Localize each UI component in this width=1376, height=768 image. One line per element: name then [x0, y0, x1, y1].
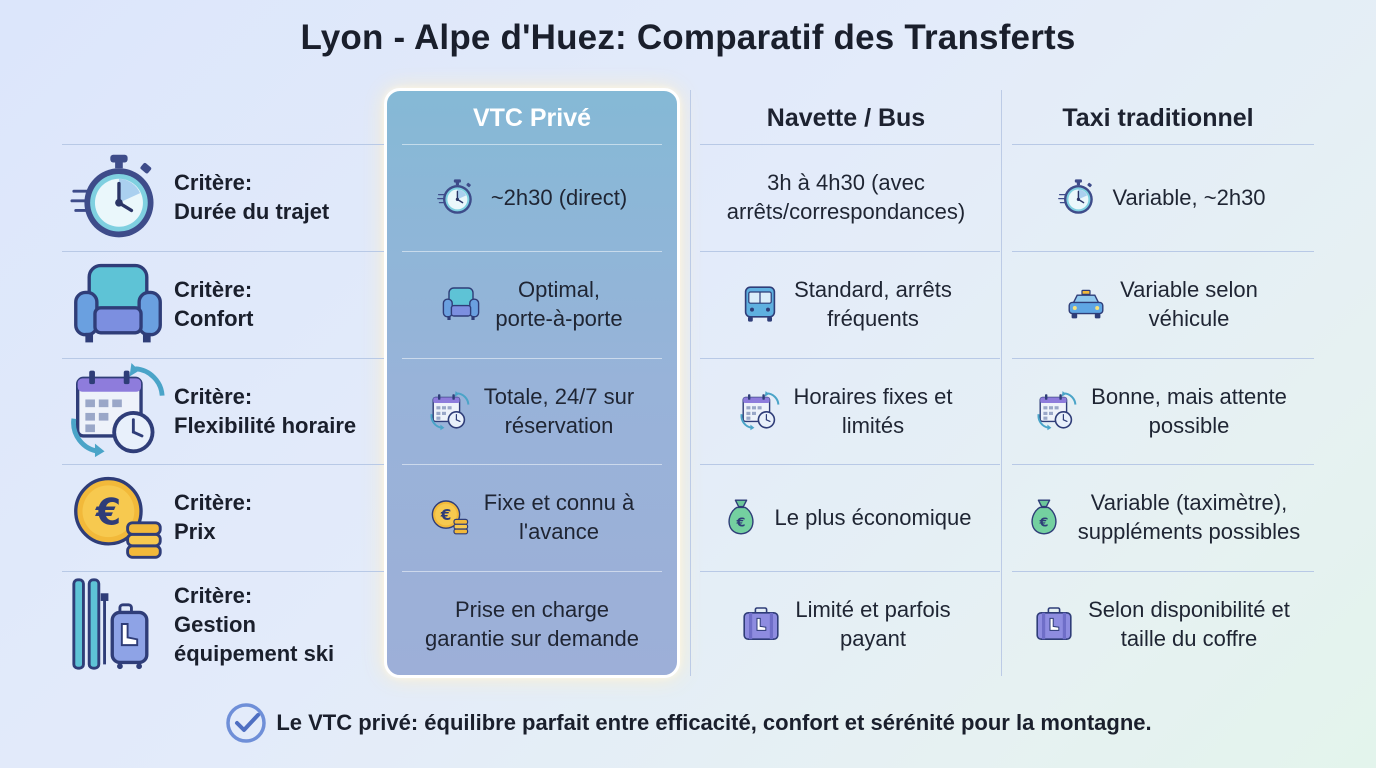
page-title: Lyon - Alpe d'Huez: Comparatif des Transferts — [300, 18, 1076, 57]
stopwatch-icon — [437, 177, 477, 217]
cell-taxi-text: Variable, ~2h30 — [1112, 184, 1266, 210]
criterion-cell — [62, 464, 382, 570]
bus-icon — [740, 284, 780, 324]
calendar-clock-icon — [740, 391, 780, 431]
cell-taxi — [1002, 464, 1322, 570]
cell-navette-text: Horaires fixes et limités — [793, 384, 953, 438]
criterion-label: Critère: Prix — [174, 490, 253, 544]
criterion-label: Critère: Gestion équipement ski — [174, 582, 335, 666]
money-bag-icon — [721, 497, 761, 537]
cell-navette-text: Standard, arrêts fréquents — [794, 277, 952, 331]
cell-vtc — [392, 464, 672, 570]
cell-vtc — [392, 358, 672, 464]
cell-vtc-text: Prise en charge garantie sur demande — [424, 597, 640, 651]
ski-bag-icon — [1034, 604, 1074, 644]
cell-navette-text: Limité et parfois payant — [795, 597, 951, 651]
ski-bag-icon — [741, 604, 781, 644]
cell-navette-text: Le plus économique — [774, 504, 972, 530]
cell-vtc-text: ~2h30 (direct) — [490, 184, 628, 210]
calendar-clock-icon — [70, 363, 166, 459]
svg-text:€: € — [95, 490, 122, 534]
cell-taxi-text: Variable (taximètre), suppléments possibles — [1077, 490, 1301, 544]
cell-navette-text: 3h à 4h30 (avec arrêts/correspondances) — [726, 170, 966, 224]
cell-navette — [690, 144, 1002, 250]
cell-vtc — [392, 144, 672, 250]
criterion-cell — [62, 251, 382, 357]
calendar-clock-icon — [1037, 391, 1077, 431]
criterion-cell — [62, 144, 382, 250]
stopwatch-icon — [70, 149, 166, 245]
cell-taxi-text: Variable selon véhicule — [1120, 277, 1258, 331]
cell-vtc-text: Optimal, porte-à-porte — [495, 277, 623, 331]
check-circle-icon — [224, 701, 268, 745]
armchair-icon — [70, 256, 166, 352]
criterion-label: Critère: Confort — [174, 277, 254, 331]
cell-taxi — [1002, 571, 1322, 677]
criterion-cell — [62, 358, 382, 464]
column-header-vtc: VTC Privé — [472, 104, 592, 132]
calendar-clock-icon — [430, 391, 470, 431]
euro-coins-icon — [70, 469, 166, 565]
cell-taxi — [1002, 251, 1322, 357]
cell-navette — [690, 358, 1002, 464]
stopwatch-icon — [1058, 177, 1098, 217]
cell-vtc — [392, 571, 672, 677]
column-header-taxi: Taxi traditionnel — [1062, 104, 1254, 132]
cell-vtc-text: Fixe et connu à l'avance — [483, 490, 635, 544]
footer-text: Le VTC privé: équilibre parfait entre efficacité, confort et sérénité pour la montagne. — [276, 710, 1152, 735]
taxi-icon — [1066, 284, 1106, 324]
footer-conclusion — [0, 700, 1376, 746]
ski-luggage-icon — [70, 576, 166, 672]
money-bag-icon — [1024, 497, 1064, 537]
cell-navette — [690, 571, 1002, 677]
svg-text:€: € — [736, 515, 745, 531]
cell-taxi-text: Selon disponibilité et taille du coffre — [1088, 597, 1290, 651]
svg-text:€: € — [440, 506, 452, 525]
armchair-icon — [441, 284, 481, 324]
criterion-cell — [62, 571, 382, 677]
cell-navette — [690, 251, 1002, 357]
cell-vtc — [392, 251, 672, 357]
cell-vtc-text: Totale, 24/7 sur réservation — [483, 384, 635, 438]
cell-navette — [690, 464, 1002, 570]
euro-coins-icon — [430, 497, 470, 537]
column-header-navette: Navette / Bus — [766, 104, 926, 132]
cell-taxi-text: Bonne, mais attente possible — [1091, 384, 1287, 438]
criterion-label: Critère: Flexibilité horaire — [174, 384, 357, 438]
cell-taxi — [1002, 358, 1322, 464]
svg-text:€: € — [1039, 515, 1049, 531]
cell-taxi — [1002, 144, 1322, 250]
criterion-label: Critère: Durée du trajet — [174, 170, 330, 224]
